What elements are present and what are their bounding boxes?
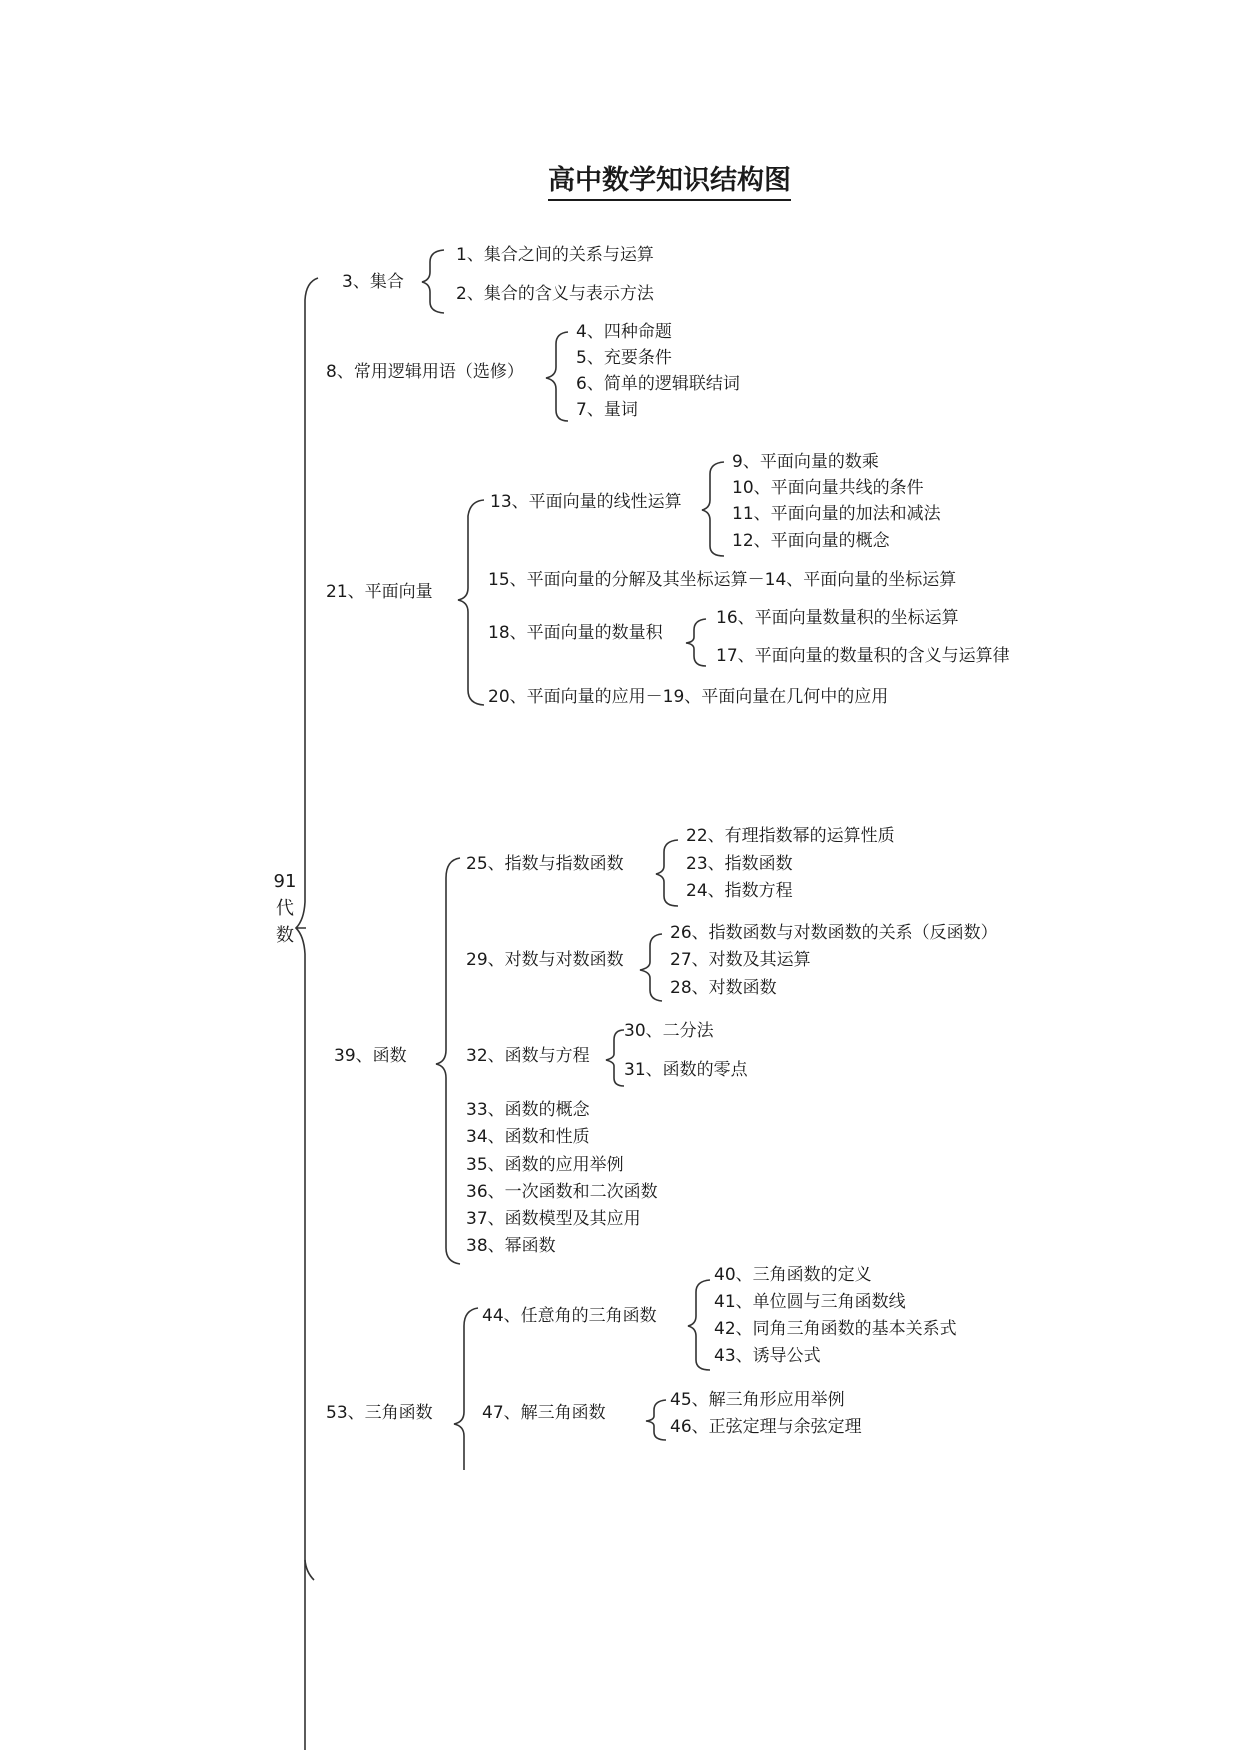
node-8: 8、常用逻辑用语（选修）	[326, 362, 524, 382]
brace-dot-product	[686, 619, 706, 666]
node-16: 16、平面向量数量积的坐标运算	[716, 608, 959, 628]
node-11: 11、平面向量的加法和减法	[732, 504, 941, 524]
node-15-14: 15、平面向量的分解及其坐标运算－14、平面向量的坐标运算	[488, 570, 957, 590]
brace-equations	[606, 1030, 624, 1086]
node-3: 3、集合	[342, 272, 404, 292]
node-26: 26、指数函数与对数函数的关系（反函数）	[670, 923, 998, 943]
node-13: 13、平面向量的线性运算	[490, 492, 682, 512]
node-2: 2、集合的含义与表示方法	[456, 284, 654, 304]
node-39: 39、函数	[334, 1046, 407, 1066]
node-30: 30、二分法	[624, 1021, 714, 1041]
root-brace-top	[296, 278, 318, 1750]
node-40: 40、三角函数的定义	[714, 1265, 872, 1285]
node-9: 9、平面向量的数乘	[732, 452, 879, 472]
node-42: 42、同角三角函数的基本关系式	[714, 1319, 957, 1339]
brace-exponent	[656, 840, 678, 906]
node-27: 27、对数及其运算	[670, 950, 811, 970]
node-5: 5、充要条件	[576, 348, 672, 368]
node-41: 41、单位圆与三角函数线	[714, 1292, 906, 1312]
brace-log	[640, 934, 662, 1001]
node-37: 37、函数模型及其应用	[466, 1209, 641, 1229]
root-char-2: 数	[276, 925, 294, 946]
node-53: 53、三角函数	[326, 1403, 433, 1423]
node-32: 32、函数与方程	[466, 1046, 590, 1066]
node-36: 36、一次函数和二次函数	[466, 1182, 658, 1202]
brace-arbitrary-angle	[688, 1280, 710, 1370]
node-20-19: 20、平面向量的应用－19、平面向量在几何中的应用	[488, 687, 889, 707]
brace-solve-triangle	[646, 1400, 666, 1440]
root-brace-bottom	[305, 1560, 314, 1580]
node-47: 47、解三角函数	[482, 1403, 606, 1423]
node-31: 31、函数的零点	[624, 1060, 748, 1080]
node-44: 44、任意角的三角函数	[482, 1306, 657, 1326]
brace-functions	[436, 858, 460, 1264]
brace-logic	[546, 332, 568, 421]
node-25: 25、指数与指数函数	[466, 854, 624, 874]
node-29: 29、对数与对数函数	[466, 950, 624, 970]
node-22: 22、有理指数幂的运算性质	[686, 826, 895, 846]
node-17: 17、平面向量的数量积的含义与运算律	[716, 646, 1010, 666]
node-24: 24、指数方程	[686, 881, 793, 901]
brace-vectors	[458, 500, 484, 705]
root-char-1: 代	[276, 898, 294, 919]
node-12: 12、平面向量的概念	[732, 531, 890, 551]
node-38: 38、幂函数	[466, 1236, 556, 1256]
brace-sets	[422, 250, 444, 313]
brace-trig	[454, 1308, 478, 1470]
node-4: 4、四种命题	[576, 322, 672, 342]
root-number: 91	[273, 871, 297, 892]
node-21: 21、平面向量	[326, 582, 433, 602]
node-45: 45、解三角形应用举例	[670, 1390, 845, 1410]
node-7: 7、量词	[576, 400, 638, 420]
node-43: 43、诱导公式	[714, 1346, 821, 1366]
node-1: 1、集合之间的关系与运算	[456, 245, 654, 265]
node-6: 6、简单的逻辑联结词	[576, 374, 740, 394]
node-23: 23、指数函数	[686, 854, 793, 874]
brace-linear-ops	[702, 462, 724, 556]
node-18: 18、平面向量的数量积	[488, 623, 663, 643]
node-28: 28、对数函数	[670, 978, 777, 998]
node-35: 35、函数的应用举例	[466, 1155, 624, 1175]
diagram-title: 高中数学知识结构图	[548, 164, 791, 201]
node-33: 33、函数的概念	[466, 1100, 590, 1120]
node-46: 46、正弦定理与余弦定理	[670, 1417, 862, 1437]
node-34: 34、函数和性质	[466, 1127, 590, 1147]
node-10: 10、平面向量共线的条件	[732, 478, 924, 498]
